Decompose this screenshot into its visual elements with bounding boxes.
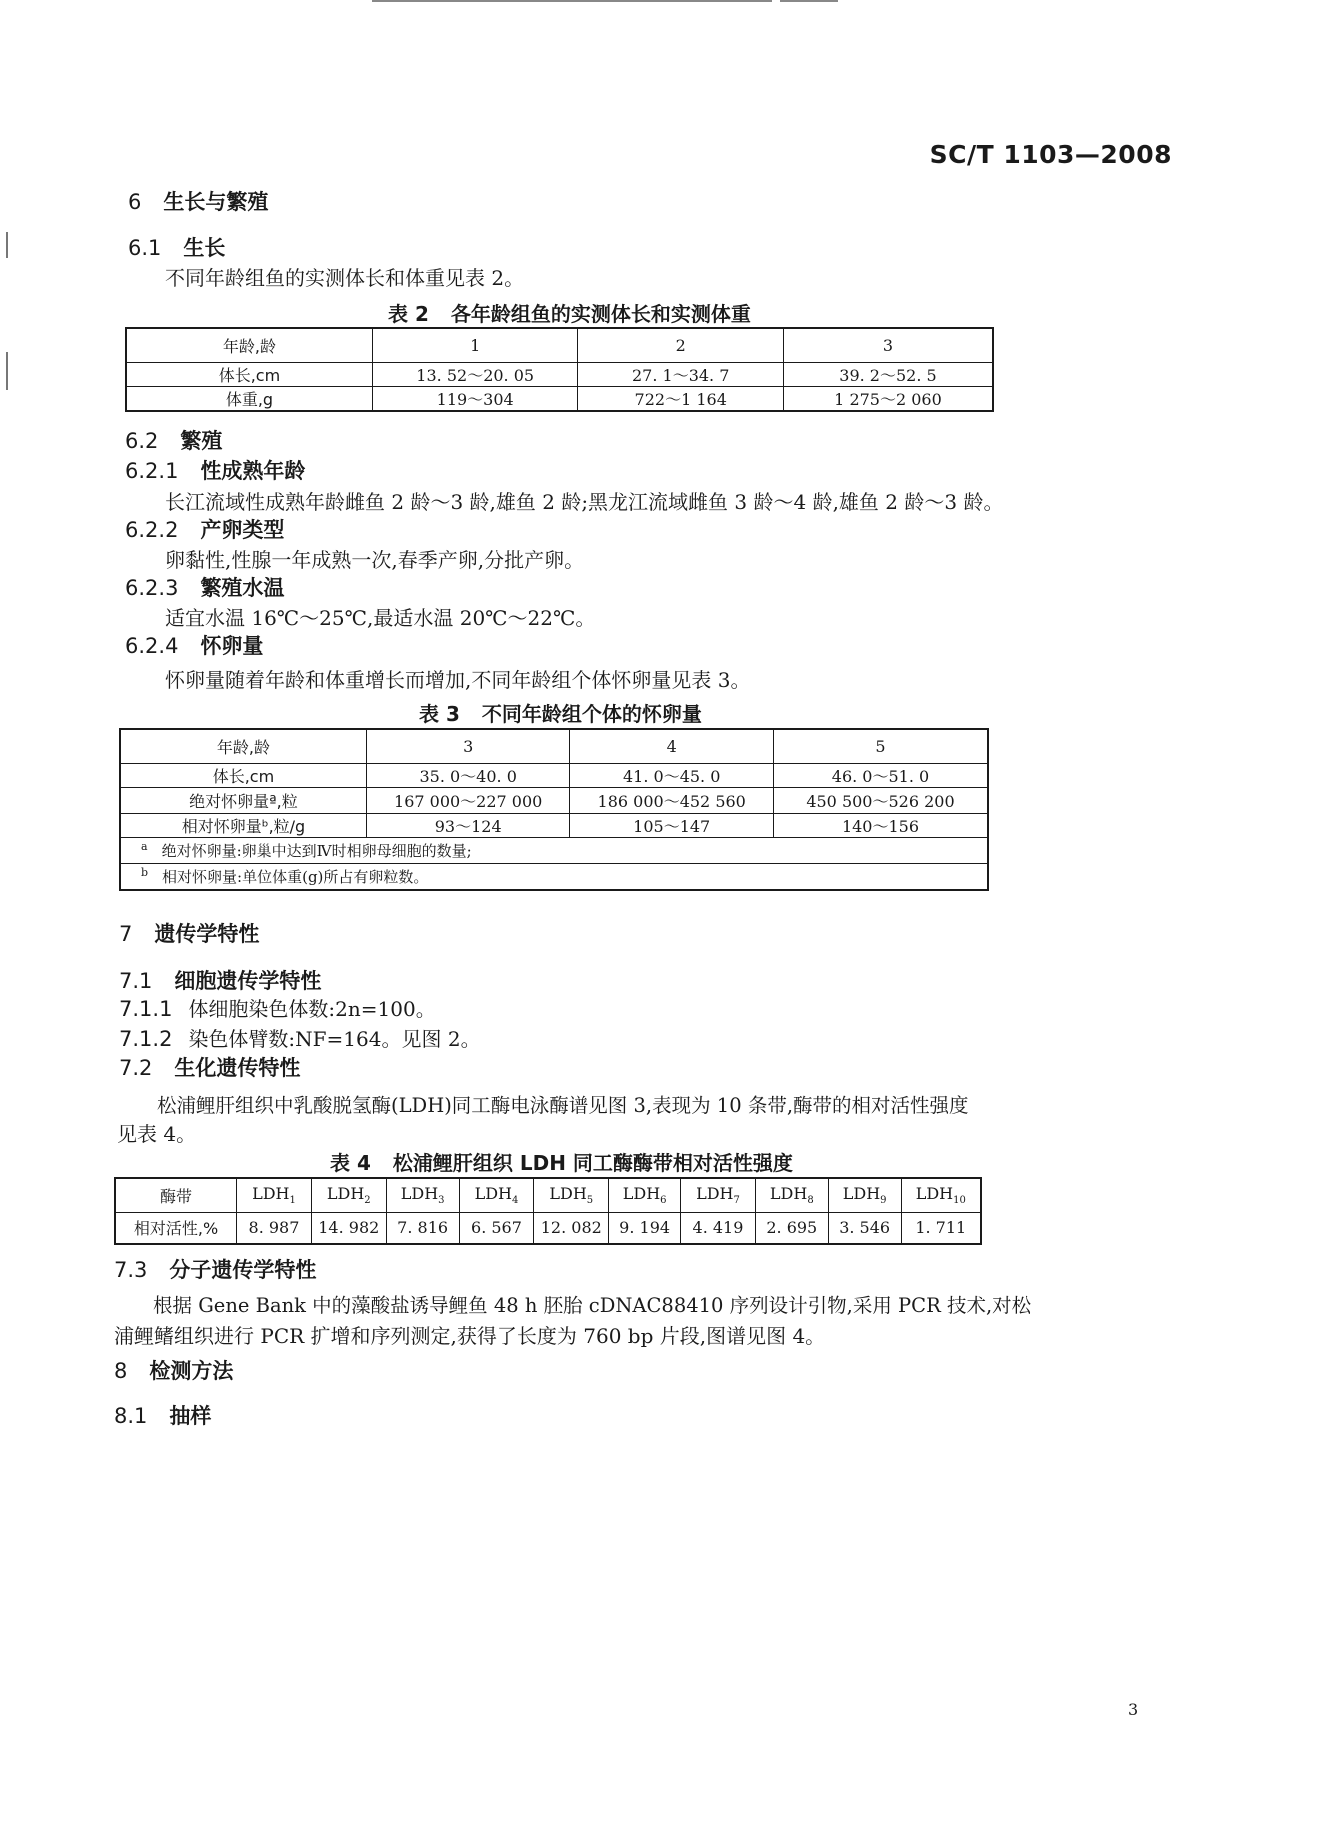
section-title: 繁殖水温 [200, 576, 285, 600]
table-4-band-cell [237, 1178, 312, 1212]
section-6-2-4-heading [125, 630, 263, 660]
band-name: LDH [769, 1184, 808, 1204]
section-text: 染色体臂数:NF=164。见图 2。 [188, 1027, 481, 1051]
table-4-header-cell: 酶带 [115, 1178, 237, 1212]
table-title: 不同年龄组个体的怀卵量 [481, 702, 702, 726]
table-row [115, 1212, 981, 1244]
section-number: 7.1.1 [119, 997, 173, 1021]
table-2-header-cell: 1 [372, 328, 578, 362]
table-3-cell: 105～147 [570, 813, 774, 837]
table-4-value-cell: 12. 082 [534, 1212, 609, 1244]
table-3-cell: 186 000～452 560 [570, 787, 774, 813]
section-6-2-heading [125, 425, 222, 455]
section-title: 检测方法 [149, 1359, 234, 1383]
table-4-value-cell: 1. 711 [901, 1212, 981, 1244]
band-name: LDH [252, 1184, 290, 1204]
table-row [126, 362, 993, 386]
table-2-cell: 722～1 164 [578, 386, 784, 411]
paragraph-7-3-line-1: 根据 Gene Bank 中的藻酸盐诱导鲤鱼 48 h 胚胎 cDNAC88410 序列设计引物,采用 PCR 技术,对松 [153, 1294, 1032, 1317]
table-4-value-cell: 7. 816 [386, 1212, 459, 1244]
table-3-cell: 相对怀卵量ᵇ,粒/g [120, 813, 366, 837]
standard-code: SC/T 1103—2008 [929, 140, 1172, 169]
table-2-header-cell: 3 [783, 328, 993, 362]
section-8-heading [114, 1355, 233, 1385]
table-3-cell: 体长,cm [120, 763, 366, 787]
section-6-2-1-heading [125, 455, 305, 485]
section-title: 分子遗传学特性 [169, 1258, 317, 1282]
table-4-value-cell: 8. 987 [237, 1212, 312, 1244]
table-3-footnote [120, 863, 988, 890]
section-number: 6.2.1 [125, 459, 179, 483]
section-number: 6.2.2 [125, 518, 179, 542]
section-title: 怀卵量 [200, 634, 264, 658]
table-4-caption [330, 1147, 793, 1176]
section-title: 繁殖 [180, 429, 223, 453]
table-4-value-cell: 2. 695 [755, 1212, 828, 1244]
section-number: 7.1.2 [119, 1027, 173, 1051]
section-7-1-2 [119, 1023, 481, 1052]
table-3 [119, 728, 989, 891]
section-title: 生长 [183, 236, 226, 260]
section-7-3-heading [114, 1254, 316, 1284]
section-title: 细胞遗传学特性 [174, 969, 322, 993]
table-4-band-cell [609, 1178, 681, 1212]
section-number: 7 [119, 922, 133, 946]
table-3-cell: 35. 0～40. 0 [366, 763, 570, 787]
table-2-cell: 13. 52～20. 05 [372, 362, 578, 386]
table-2-cell: 39. 2～52. 5 [783, 362, 993, 386]
table-number: 表 4 [330, 1151, 371, 1175]
section-number: 8 [114, 1359, 128, 1383]
band-name: LDH [400, 1184, 439, 1204]
table-3-cell: 167 000～227 000 [366, 787, 570, 813]
section-6-2-2-heading [125, 514, 284, 544]
footnote-text: 绝对怀卵量:卵巢中达到Ⅳ时相卵母细胞的数量; [161, 841, 472, 860]
table-4-band-cell [828, 1178, 901, 1212]
band-name: LDH [696, 1184, 734, 1204]
table-number: 表 2 [388, 302, 429, 326]
paragraph-6-2-2: 卵黏性,性腺一年成熟一次,春季产卵,分批产卵。 [165, 548, 585, 572]
band-index: 3 [438, 1195, 445, 1207]
band-index: 6 [660, 1195, 667, 1207]
section-title: 抽样 [169, 1404, 212, 1428]
table-4-band-cell [681, 1178, 756, 1212]
scan-margin-mark [6, 232, 8, 258]
band-index: 2 [364, 1195, 371, 1207]
paragraph-6-2-4: 怀卵量随着年龄和体重增长而增加,不同年龄组个体怀卵量见表 3。 [165, 668, 751, 692]
table-3-cell: 93～124 [366, 813, 570, 837]
band-index: 4 [511, 1195, 519, 1207]
table-4-value-cell: 14. 982 [311, 1212, 386, 1244]
paragraph-7-3-line-2: 浦鲤鳍组织进行 PCR 扩增和序列测定,获得了长度为 760 bp 片段,图谱见图 4。 [114, 1324, 826, 1348]
table-4 [114, 1177, 982, 1245]
table-3-footnote [120, 837, 988, 863]
section-6-heading [128, 186, 268, 216]
section-text: 体细胞染色体数:2n=100。 [188, 997, 436, 1021]
scan-top-line [372, 0, 772, 2]
table-3-header-cell: 年龄,龄 [120, 729, 366, 763]
section-number: 6.2.4 [125, 634, 179, 658]
table-2-cell: 27. 1～34. 7 [578, 362, 784, 386]
section-number: 7.3 [114, 1258, 148, 1282]
table-2-cell: 体长,cm [126, 362, 372, 386]
table-2-header-cell: 2 [578, 328, 784, 362]
section-title: 生长与繁殖 [163, 190, 269, 214]
table-2-cell: 119～304 [372, 386, 578, 411]
section-title: 生化遗传特性 [174, 1056, 301, 1080]
table-4-band-cell [311, 1178, 386, 1212]
band-name: LDH [326, 1184, 365, 1204]
table-row [120, 813, 988, 837]
section-title: 性成熟年龄 [200, 459, 306, 483]
table-2-cell: 1 275～2 060 [783, 386, 993, 411]
band-name: LDH [549, 1184, 587, 1204]
band-name: LDH [842, 1184, 881, 1204]
section-7-heading [119, 918, 259, 948]
paragraph-7-2-line-1: 松浦鲤肝组织中乳酸脱氢酶(LDH)同工酶电泳酶谱见图 3,表现为 10 条带,酶带的相对活性强度 [157, 1094, 969, 1117]
section-8-1-heading [114, 1400, 211, 1430]
table-3-header-cell: 5 [773, 729, 988, 763]
table-4-value-cell: 9. 194 [609, 1212, 681, 1244]
band-name: LDH [622, 1184, 661, 1204]
page-number: 3 [1128, 1700, 1139, 1719]
table-footnote-row [120, 837, 988, 863]
section-title: 产卵类型 [200, 518, 285, 542]
table-row [126, 386, 993, 411]
section-6-1-heading [128, 232, 225, 262]
band-index: 5 [586, 1195, 594, 1207]
table-4-value-cell: 3. 546 [828, 1212, 901, 1244]
table-row [120, 787, 988, 813]
section-number: 7.2 [119, 1056, 153, 1080]
band-index: 7 [733, 1195, 740, 1207]
scan-top-line-short [780, 0, 838, 2]
paragraph-6-2-1: 长江流域性成熟年龄雌鱼 2 龄～3 龄,雄鱼 2 龄;黑龙江流域雌鱼 3 龄～4 龄,雄鱼 2 龄～3 龄。 [165, 490, 1004, 514]
table-4-band-cell [459, 1178, 534, 1212]
paragraph-7-2-line-2: 见表 4。 [117, 1122, 197, 1146]
footnote-text: 相对怀卵量:单位体重(g)所占有卵粒数。 [162, 867, 429, 886]
band-name: LDH [474, 1184, 512, 1204]
table-2-caption [388, 298, 751, 327]
section-7-2-heading [119, 1052, 300, 1082]
table-2-header-cell: 年龄,龄 [126, 328, 372, 362]
table-3-cell: 41. 0～45. 0 [570, 763, 774, 787]
section-number: 6.2 [125, 429, 159, 453]
table-4-row-label: 相对活性,% [115, 1212, 237, 1244]
table-3-cell: 140～156 [773, 813, 988, 837]
table-title: 松浦鲤肝组织 LDH 同工酶酶带相对活性强度 [392, 1151, 793, 1175]
section-7-1-heading [119, 965, 321, 995]
section-6-2-3-heading [125, 572, 284, 602]
band-index: 10 [953, 1195, 966, 1207]
footnote-mark: b [141, 865, 149, 879]
table-4-value-cell: 4. 419 [681, 1212, 756, 1244]
table-4-band-cell [386, 1178, 459, 1212]
table-number: 表 3 [419, 702, 460, 726]
band-name: LDH [915, 1184, 954, 1204]
paragraph-6-2-3: 适宜水温 16℃～25℃,最适水温 20℃～22℃。 [165, 606, 596, 630]
table-4-value-cell: 6. 567 [459, 1212, 534, 1244]
table-3-caption [419, 698, 702, 727]
paragraph-6-1: 不同年龄组鱼的实测体长和体重见表 2。 [165, 266, 525, 290]
table-3-cell: 46. 0～51. 0 [773, 763, 988, 787]
footnote-mark: a [141, 839, 148, 853]
section-7-1-1 [119, 993, 436, 1022]
band-index: 1 [289, 1195, 296, 1207]
section-title: 遗传学特性 [154, 922, 260, 946]
table-4-band-cell [755, 1178, 828, 1212]
band-index: 8 [807, 1195, 814, 1207]
table-3-cell: 绝对怀卵量ª,粒 [120, 787, 366, 813]
table-2 [125, 327, 994, 412]
table-4-band-cell [901, 1178, 981, 1212]
section-number: 7.1 [119, 969, 153, 993]
table-3-cell: 450 500～526 200 [773, 787, 988, 813]
section-number: 6.2.3 [125, 576, 179, 600]
table-row [120, 763, 988, 787]
table-footnote-row [120, 863, 988, 890]
section-number: 6 [128, 190, 142, 214]
band-index: 9 [880, 1195, 887, 1207]
table-2-cell: 体重,g [126, 386, 372, 411]
table-3-header-cell: 4 [570, 729, 774, 763]
section-number: 6.1 [128, 236, 162, 260]
table-3-header-cell: 3 [366, 729, 570, 763]
scan-margin-mark [6, 352, 8, 390]
section-number: 8.1 [114, 1404, 148, 1428]
table-4-band-cell [534, 1178, 609, 1212]
table-title: 各年龄组鱼的实测体长和实测体重 [450, 302, 751, 326]
